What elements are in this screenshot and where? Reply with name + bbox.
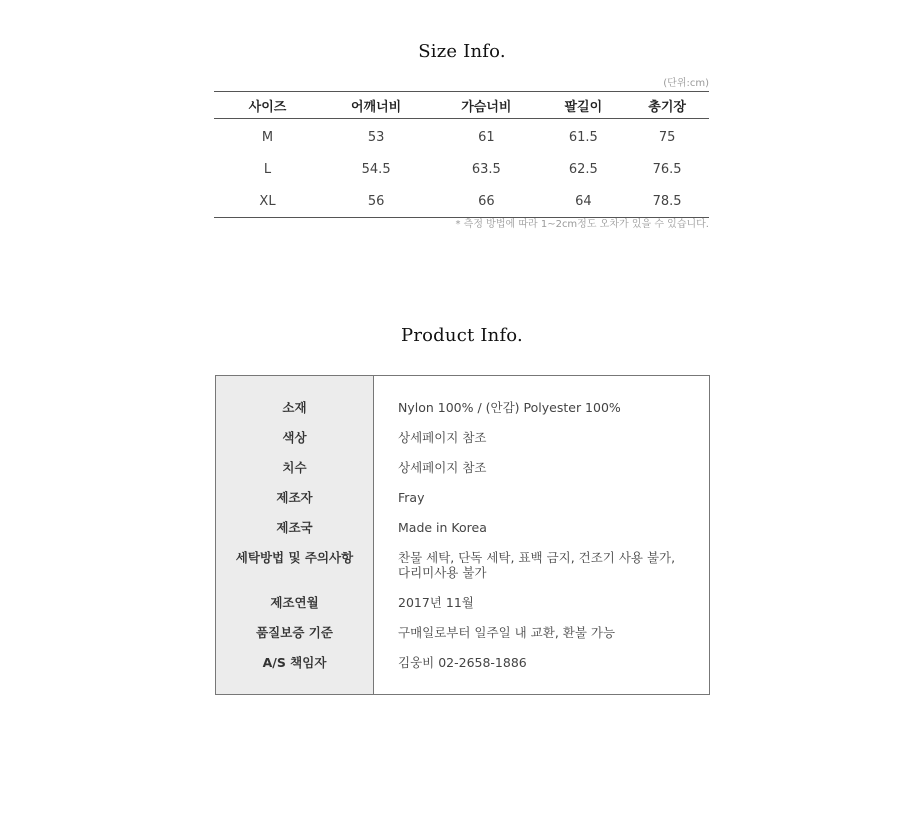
size-cell: L — [263, 161, 272, 177]
country-label: 제조국 — [276, 520, 313, 535]
shoulder-cell: 53 — [367, 129, 385, 145]
header-chest: 가슴너비 — [431, 92, 541, 119]
sleeve-cell: 64 — [541, 185, 625, 218]
dimension-value: 상세페이지 참조 — [398, 460, 487, 475]
material-label: 소재 — [282, 400, 307, 415]
manufacturer-value: Fray — [398, 490, 425, 505]
table-row — [214, 153, 709, 185]
chest-cell: 63.5 — [471, 161, 501, 177]
manufacture-date-label: 제조연월 — [270, 595, 319, 610]
header-sleeve: 팔길이 — [541, 92, 625, 119]
sleeve-cell: 61.5 — [568, 129, 598, 145]
warranty-label: 품질보증 기준 — [256, 625, 333, 640]
size-table — [214, 91, 709, 218]
material-value: Nylon 100% / (안감) Polyester 100% — [398, 400, 621, 415]
size-unit-label: (단위:cm) — [663, 78, 709, 89]
length-cell: 75 — [658, 129, 676, 145]
color-value: 상세페이지 참조 — [398, 430, 487, 445]
chest-cell: 66 — [431, 185, 541, 218]
as-contact-label: A/S 책임자 — [262, 655, 327, 670]
as-contact-value: 김웅비 02-2658-1886 — [398, 655, 527, 670]
size-cell: M — [261, 129, 274, 145]
care-value-line2: 다리미사용 불가 — [398, 565, 487, 580]
shoulder-cell: 56 — [321, 185, 431, 218]
warranty-value: 구매일로부터 일주일 내 교환, 환불 가능 — [398, 625, 616, 640]
chest-cell: 61 — [478, 129, 495, 145]
manufacturer-label: 제조자 — [276, 490, 313, 505]
manufacture-date-value: 2017년 11월 — [398, 595, 474, 610]
product-info-title: Product Info. — [401, 325, 523, 346]
size-info-title: Size Info. — [418, 41, 506, 62]
shoulder-cell: 54.5 — [361, 161, 391, 177]
length-cell: 76.5 — [652, 161, 682, 177]
label-column — [216, 376, 374, 694]
size-cell: XL — [214, 185, 321, 218]
size-table-header — [214, 92, 709, 119]
product-info-table — [215, 375, 710, 695]
table-row — [214, 119, 709, 154]
table-row — [214, 185, 709, 218]
care-value: 찬물 세탁, 단독 세탁, 표백 금지, 건조기 사용 불가, — [398, 550, 676, 565]
header-length: 총기장 — [625, 92, 709, 119]
care-label: 세탁방법 및 주의사항 — [235, 550, 354, 565]
color-label: 색상 — [282, 430, 307, 445]
length-cell: 78.5 — [625, 185, 709, 218]
measurement-note: * 측정 방법에 따라 1~2cm정도 오차가 있을 수 있습니다. — [455, 219, 709, 230]
country-value: Made in Korea — [398, 520, 487, 535]
header-size: 사이즈 — [214, 92, 321, 119]
dimension-label: 치수 — [282, 460, 307, 475]
sleeve-cell: 62.5 — [568, 161, 598, 177]
header-shoulder: 어깨너비 — [321, 92, 431, 119]
